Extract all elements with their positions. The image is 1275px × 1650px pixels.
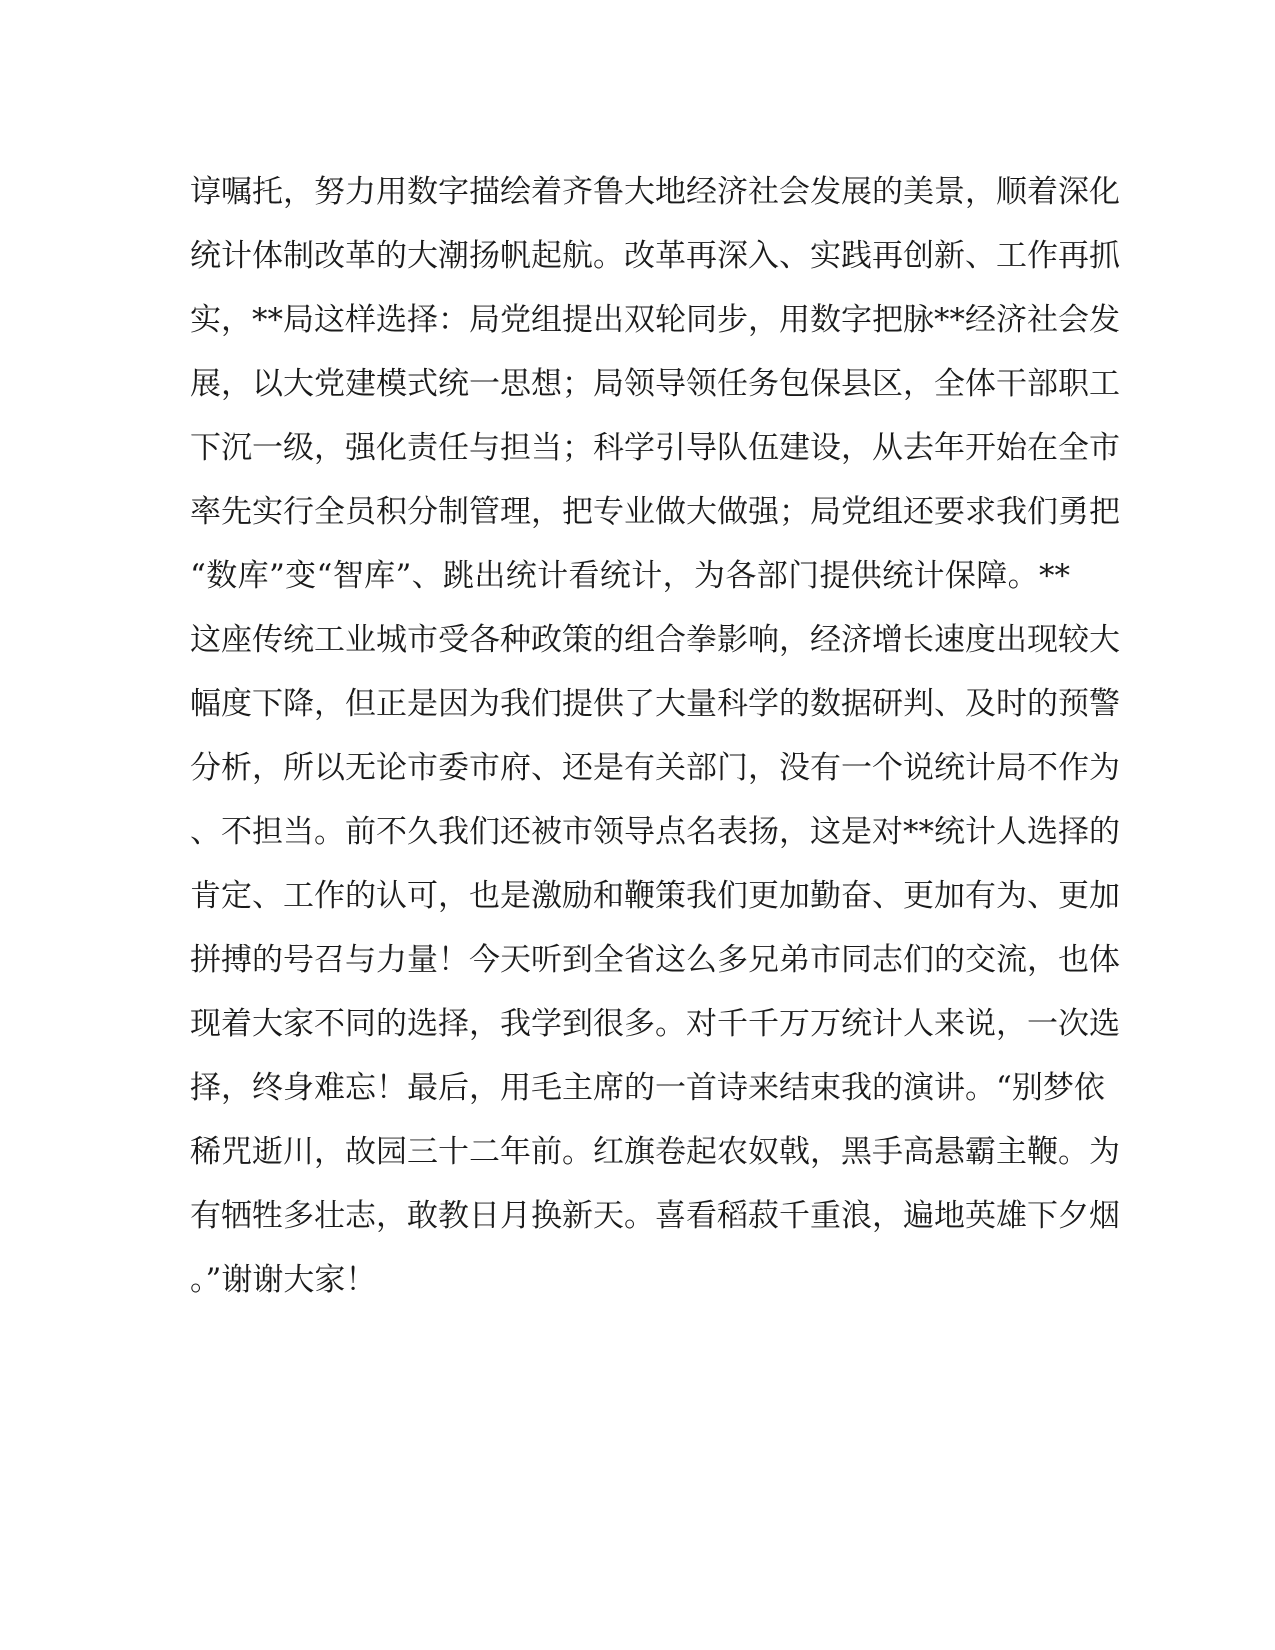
text-line: 展，以大党建模式统一思想；局领导领任务包保县区，全体干部职工 bbox=[190, 366, 1120, 402]
text-line: 统计体制改革的大潮扬帆起航。改革再深入、实践再创新、工作再抓 bbox=[190, 238, 1120, 274]
text-line: 率先实行全员积分制管理，把专业做大做强；局党组还要求我们勇把 bbox=[190, 494, 1120, 530]
text-line: 分析，所以无论市委市府、还是有关部门，没有一个说统计局不作为 bbox=[190, 750, 1120, 786]
text-line: 、不担当。前不久我们还被市领导点名表扬，这是对**统计人选择的 bbox=[190, 814, 1120, 850]
text-line-final: 。”谢谢大家！ bbox=[190, 1262, 377, 1298]
text-line: 有牺牲多壮志，敢教日月换新天。喜看稻菽千重浪，遍地英雄下夕烟 bbox=[190, 1198, 1120, 1234]
text-line: 幅度下降，但正是因为我们提供了大量科学的数据研判、及时的预警 bbox=[190, 686, 1120, 722]
text-line: 下沉一级，强化责任与担当；科学引导队伍建设，从去年开始在全市 bbox=[190, 430, 1120, 466]
text-line: “数库”变“智库”、跳出统计看统计，为各部门提供统计保障。** bbox=[190, 558, 1070, 594]
text-line: 现着大家不同的选择，我学到很多。对千千万万统计人来说，一次选 bbox=[190, 1006, 1120, 1042]
text-line: 这座传统工业城市受各种政策的组合拳影响，经济增长速度出现较大 bbox=[190, 622, 1120, 658]
text-line: 稀咒逝川，故园三十二年前。红旗卷起农奴戟，黑手高悬霸主鞭。为 bbox=[190, 1134, 1120, 1170]
text-line: 实，**局这样选择：局党组提出双轮同步，用数字把脉**经济社会发 bbox=[190, 302, 1120, 338]
text-line: 拼搏的号召与力量！今天听到全省这么多兄弟市同志们的交流，也体 bbox=[190, 942, 1120, 978]
text-line: 肯定、工作的认可，也是激励和鞭策我们更加勤奋、更加有为、更加 bbox=[190, 878, 1120, 914]
text-line: 择，终身难忘！最后，用毛主席的一首诗来结束我的演讲。“别梦依 bbox=[190, 1070, 1105, 1106]
text-line: 谆嘱托，努力用数字描绘着齐鲁大地经济社会发展的美景，顺着深化 bbox=[190, 174, 1120, 210]
speech-text-body bbox=[190, 160, 1120, 1312]
